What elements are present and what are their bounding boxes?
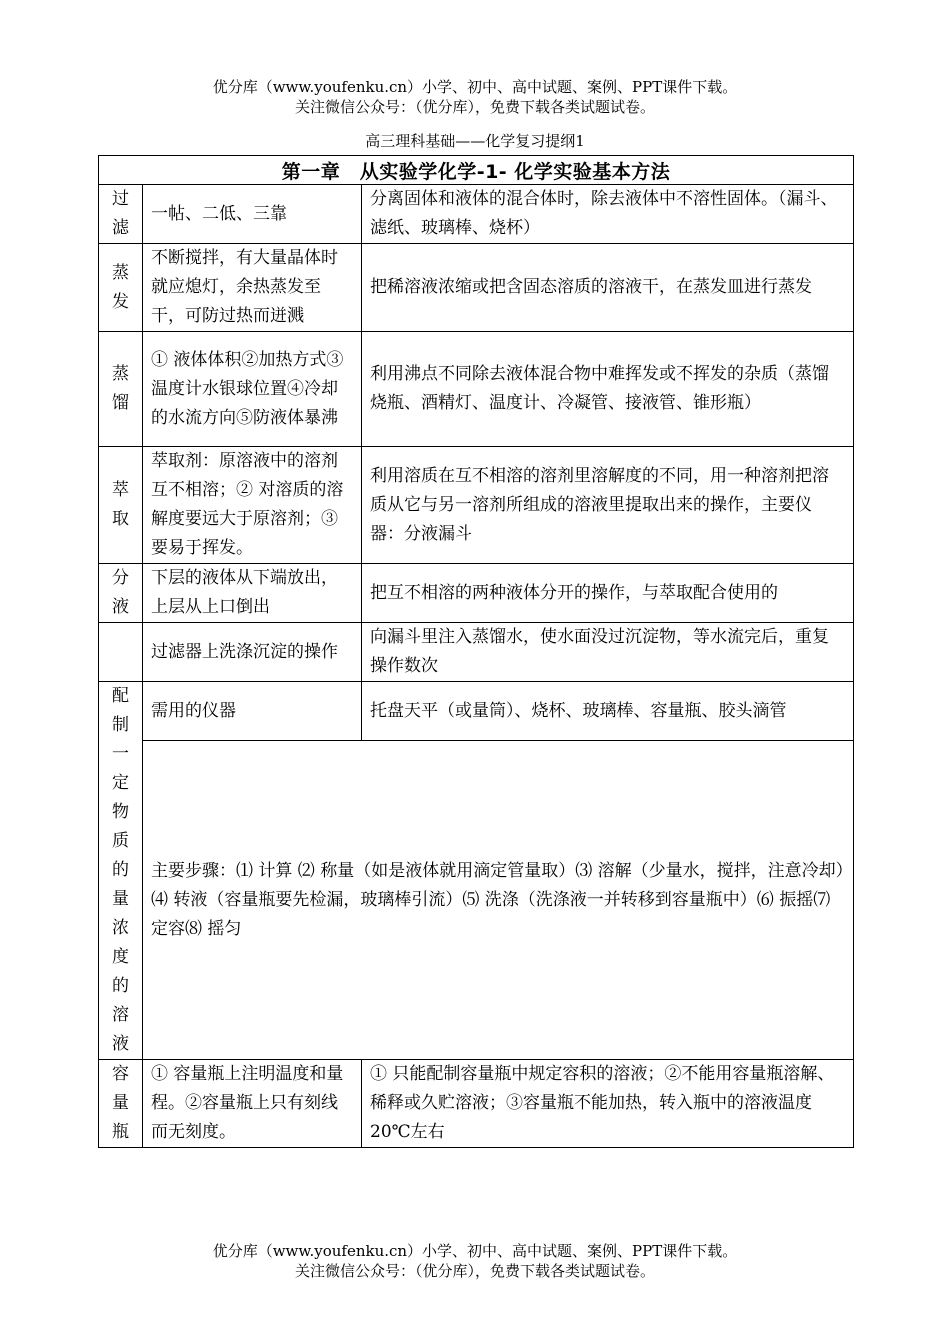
row-description: 分离固体和液体的混合体时，除去液体中不溶性固体。（漏斗、滤纸、玻璃棒、烧杯）: [362, 185, 854, 244]
row-key-points: ① 容量瓶上注明温度和量程。②容量瓶上只有刻线而无刻度。: [143, 1060, 362, 1148]
table-row: [99, 623, 854, 682]
row-name: 配 制 一 定 物 质 的 量 浓 度 的 溶 液: [99, 682, 143, 1060]
footer-line-1: 优分库（www.youfenku.cn）小学、初中、高中试题、案例、PPT课件下载。: [212, 1242, 738, 1260]
document-title: 高三理科基础——化学复习提纲1: [365, 132, 585, 150]
table-row: [99, 1060, 854, 1148]
preparation-steps: 主要步骤：⑴ 计算 ⑵ 称量（如是液体就用滴定管量取）⑶ 溶解（少量水，搅拌，注意冷却）⑷ 转液（容量瓶要先检漏，玻璃棒引流）⑸ 洗涤（洗涤液一并转移到容量瓶中）⑹ 振摇⑺ 定容⑻ 摇匀: [143, 741, 854, 1060]
table-title-row: [99, 156, 854, 185]
row-name: 分 液: [99, 564, 143, 623]
row-description: 利用溶质在互不相溶的溶剂里溶解度的不同，用一种溶剂把溶质从它与另一溶剂所组成的溶液里提取出来的操作，主要仪器：分液漏斗: [362, 447, 854, 564]
row-name: 蒸 发: [99, 244, 143, 332]
row-key-points: 不断搅拌，有大量晶体时就应熄灯，余热蒸发至干，可防过热而迸溅: [143, 244, 362, 332]
table-row: [99, 682, 854, 741]
row-description: 向漏斗里注入蒸馏水，使水面没过沉淀物，等水流完后，重复操作数次: [362, 623, 854, 682]
row-description: 把互不相溶的两种液体分开的操作，与萃取配合使用的: [362, 564, 854, 623]
row-key-points: 萃取剂：原溶液中的溶剂互不相溶；② 对溶质的溶解度要远大于原溶剂；③ 要易于挥发。: [143, 447, 362, 564]
row-key-points: 需用的仪器: [143, 682, 362, 741]
row-name: 容 量 瓶: [99, 1060, 143, 1148]
row-name: [99, 623, 143, 682]
page-footer: [0, 1241, 950, 1281]
table-row: [99, 447, 854, 564]
row-description: 利用沸点不同除去液体混合物中难挥发或不挥发的杂质（蒸馏烧瓶、酒精灯、温度计、冷凝管、接液管、锥形瓶）: [362, 332, 854, 447]
table-row: [99, 185, 854, 244]
row-name: 过 滤: [99, 185, 143, 244]
row-key-points: 下层的液体从下端放出，上层从上口倒出: [143, 564, 362, 623]
page-header: [0, 77, 950, 117]
footer-line-2: 关注微信公众号：（优分库），免费下载各类试题试卷。: [294, 1262, 655, 1280]
table-row: [99, 564, 854, 623]
row-description: 托盘天平（或量筒）、烧杯、玻璃棒、容量瓶、胶头滴管: [362, 682, 854, 741]
row-key-points: ① 液体体积②加热方式③温度计水银球位置④冷却的水流方向⑤防液体暴沸: [143, 332, 362, 447]
table-row: [99, 332, 854, 447]
table-title: 第一章 从实验学化学-1- 化学实验基本方法: [99, 156, 854, 185]
row-key-points: 过滤器上洗涤沉淀的操作: [143, 623, 362, 682]
header-line-2: 关注微信公众号：（优分库），免费下载各类试题试卷。: [294, 98, 655, 116]
row-key-points: 一帖、二低、三靠: [143, 185, 362, 244]
row-name: 蒸 馏: [99, 332, 143, 447]
row-description: ① 只能配制容量瓶中规定容积的溶液；②不能用容量瓶溶解、稀释或久贮溶液；③容量瓶不能加热，转入瓶中的溶液温度20℃左右: [362, 1060, 854, 1148]
row-name: 萃 取: [99, 447, 143, 564]
header-line-1: 优分库（www.youfenku.cn）小学、初中、高中试题、案例、PPT课件下载。: [212, 78, 738, 96]
table-row: [99, 741, 854, 1060]
chemistry-methods-table: [98, 155, 854, 1148]
table-row: [99, 244, 854, 332]
row-description: 把稀溶液浓缩或把含固态溶质的溶液干，在蒸发皿进行蒸发: [362, 244, 854, 332]
